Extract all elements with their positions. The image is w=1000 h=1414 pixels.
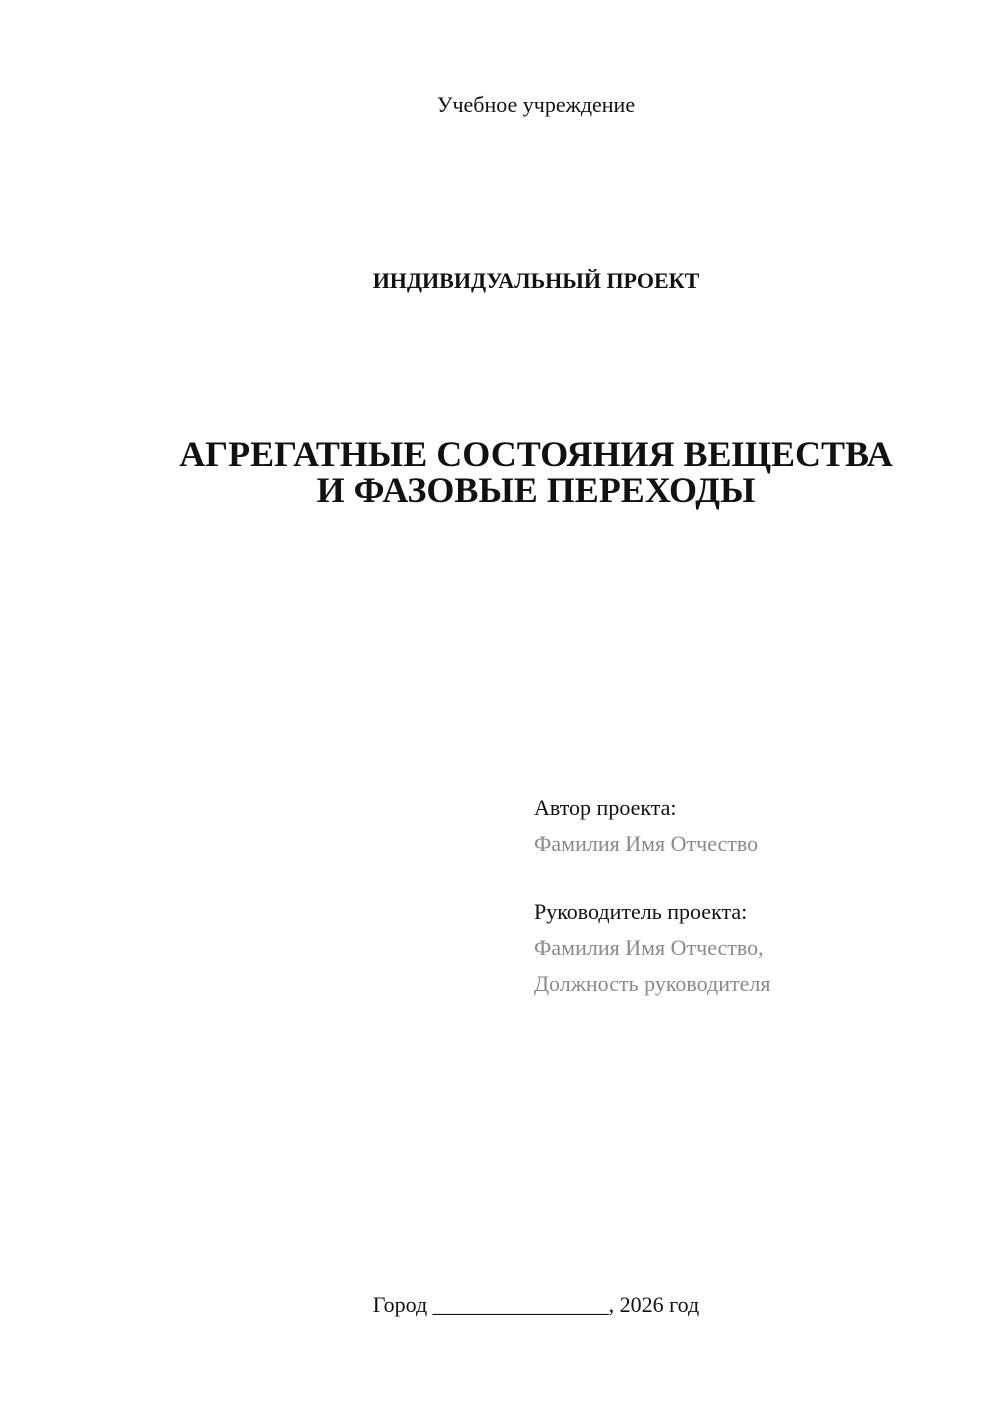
- supervisor-label: Руководитель проекта:: [534, 899, 748, 924]
- supervisor-name: Фамилия Имя Отчество,: [534, 935, 764, 960]
- project-title: [0, 436, 1000, 508]
- institution-name: Учебное учреждение: [436, 92, 636, 117]
- project-type-heading: ИНДИВИДУАЛЬНЫЙ ПРОЕКТ: [372, 268, 700, 293]
- info-spacer: [534, 862, 954, 894]
- project-info-block: [534, 790, 954, 1002]
- author-name: Фамилия Имя Отчество: [534, 831, 759, 856]
- city-year-footer: Город ________________, 2026 год: [372, 1292, 700, 1317]
- author-label: Автор проекта:: [534, 795, 677, 820]
- supervisor-position: Должность руководителя: [534, 971, 771, 996]
- project-title-line-2: И ФАЗОВЫЕ ПЕРЕХОДЫ: [316, 470, 756, 510]
- project-title-line-1: АГРЕГАТНЫЕ СОСТОЯНИЯ ВЕЩЕСТВА: [179, 434, 893, 474]
